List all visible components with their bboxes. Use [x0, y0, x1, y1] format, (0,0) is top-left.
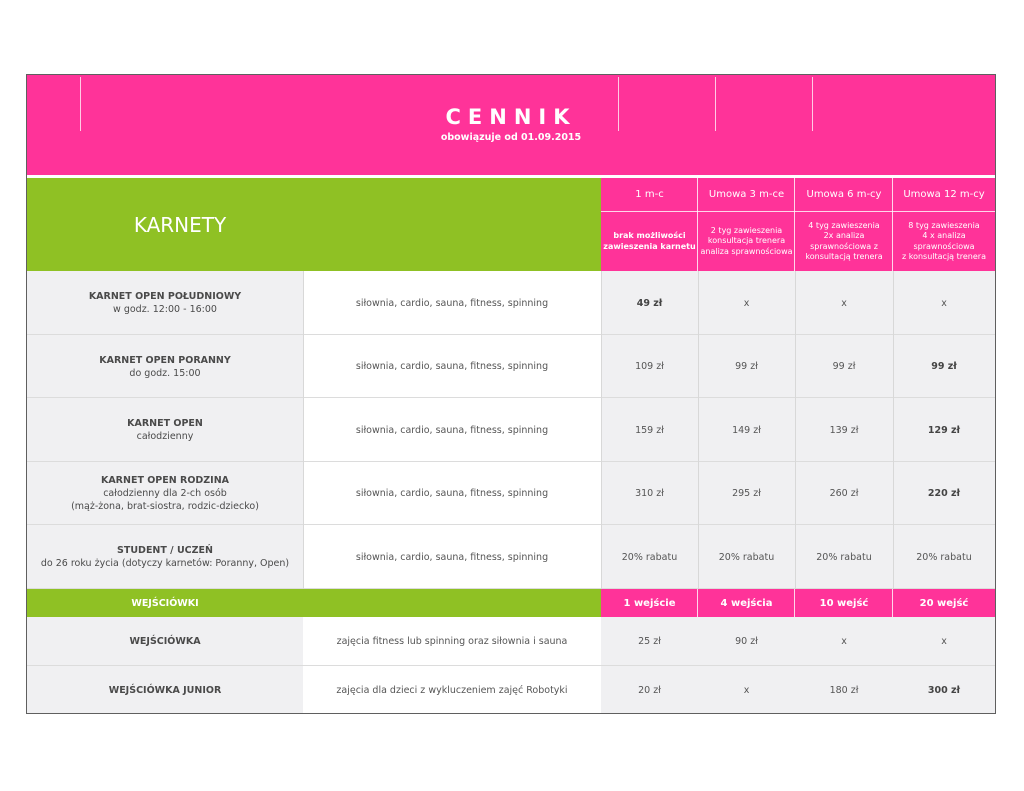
price-cell: 49 zł: [636, 297, 663, 309]
plan-name: Umowa 3 m-ce: [708, 189, 785, 200]
plan-note: 4 tyg zawieszenia 2x analiza sprawnościowa z konsultacją trenera: [805, 220, 883, 261]
price-cell: 20% rabatu: [916, 551, 972, 563]
price-cell: 25 zł: [638, 636, 661, 647]
price-cell: 90 zł: [735, 636, 758, 647]
price-cell: 149 zł: [732, 424, 761, 436]
plan-name: Umowa 12 m-cy: [903, 189, 985, 200]
row-name: STUDENT / UCZEŃ do 26 roku życia (dotyczy karnetów: Poranny, Open): [40, 545, 290, 569]
price-cell: x: [841, 636, 847, 647]
price-cell: 99 zł: [832, 361, 856, 372]
divider: [892, 178, 893, 271]
price-cell: 300 zł: [927, 685, 961, 696]
price-cell: 139 zł: [829, 424, 859, 436]
divider: [697, 589, 698, 617]
row-description: siłownia, cardio, sauna, fitness, spinning: [355, 297, 549, 309]
price-cell: 310 zł: [635, 488, 664, 499]
price-cell: 20% rabatu: [621, 551, 678, 563]
row-description: siłownia, cardio, sauna, fitness, spinning: [355, 361, 549, 372]
wejsciowki-label: WEJŚCIÓWKI: [131, 597, 199, 609]
row-description: siłownia, cardio, sauna, fitness, spinning: [355, 551, 549, 563]
plan-note: 2 tyg zawieszenia konsultacja trenera analiza sprawnościowa: [700, 225, 793, 256]
divider: [303, 271, 304, 589]
price-cell: 109 zł: [635, 361, 664, 372]
divider: [698, 271, 699, 589]
divider: [794, 589, 795, 617]
row-description: siłownia, cardio, sauna, fitness, spinning: [355, 488, 549, 499]
price-cell: x: [841, 297, 847, 309]
plan-name: 1 m-c: [635, 189, 664, 200]
row-description: zajęcia dla dzieci z wykluczeniem zajęć Robotyki: [336, 685, 568, 696]
row-name: KARNET OPEN POŁUDNIOWY w godz. 12:00 - 16:00: [88, 291, 242, 315]
price-cell: 129 zł: [927, 424, 961, 436]
entry-column-name: 10 wejść: [819, 597, 869, 609]
row-name: KARNET OPEN PORANNY do godz. 15:00: [99, 354, 231, 379]
entry-column-name: 4 wejścia: [720, 597, 773, 609]
row-name: WEJŚCIÓWKA: [129, 636, 201, 647]
price-cell: x: [941, 636, 947, 647]
row-name: KARNET OPEN RODZINA całodzienny dla 2-ch osób (mąż-żona, brat-siostra, rodzic-dziecko): [71, 475, 259, 512]
price-cell: 159 zł: [635, 424, 664, 436]
price-cell: 220 zł: [927, 488, 961, 499]
plan-note: brak możliwości zawieszenia karnetu: [603, 231, 696, 251]
price-cell: x: [743, 685, 750, 696]
divider: [892, 589, 893, 617]
plan-note: 8 tyg zawieszenia 4 x analiza sprawnościowa z konsultacją trenera: [902, 220, 986, 261]
divider: [601, 271, 602, 589]
plan-name: Umowa 6 m-cy: [806, 189, 882, 200]
row-description: zajęcia fitness lub spinning oraz siłownia i sauna: [336, 636, 568, 647]
price-cell: 260 zł: [829, 488, 859, 499]
price-cell: 99 zł: [931, 361, 957, 372]
price-cell: 180 zł: [829, 685, 859, 696]
page-subtitle: obowiązuje od 01.09.2015: [440, 132, 582, 143]
divider: [795, 271, 796, 589]
price-cell: 99 zł: [735, 361, 758, 372]
price-cell: 20 zł: [638, 685, 661, 696]
price-cell: 20% rabatu: [718, 551, 775, 563]
price-cell: x: [743, 297, 750, 309]
page-title: CENNIK: [445, 105, 577, 129]
header-banner: [27, 75, 995, 175]
entry-column-name: 1 wejście: [623, 597, 676, 609]
row-name: KARNET OPEN całodzienny: [127, 418, 203, 442]
row-name: WEJŚCIÓWKA JUNIOR: [108, 685, 222, 696]
divider: [893, 271, 894, 589]
price-cell: x: [941, 297, 947, 309]
entry-column-name: 20 wejść: [919, 597, 969, 609]
price-list-table: [26, 74, 996, 714]
price-cell: 20% rabatu: [816, 551, 872, 563]
divider: [697, 178, 698, 271]
row-description: siłownia, cardio, sauna, fitness, spinning: [355, 424, 549, 436]
price-cell: 295 zł: [732, 488, 761, 499]
karnety-label: KARNETY: [133, 212, 227, 237]
divider: [794, 178, 795, 271]
